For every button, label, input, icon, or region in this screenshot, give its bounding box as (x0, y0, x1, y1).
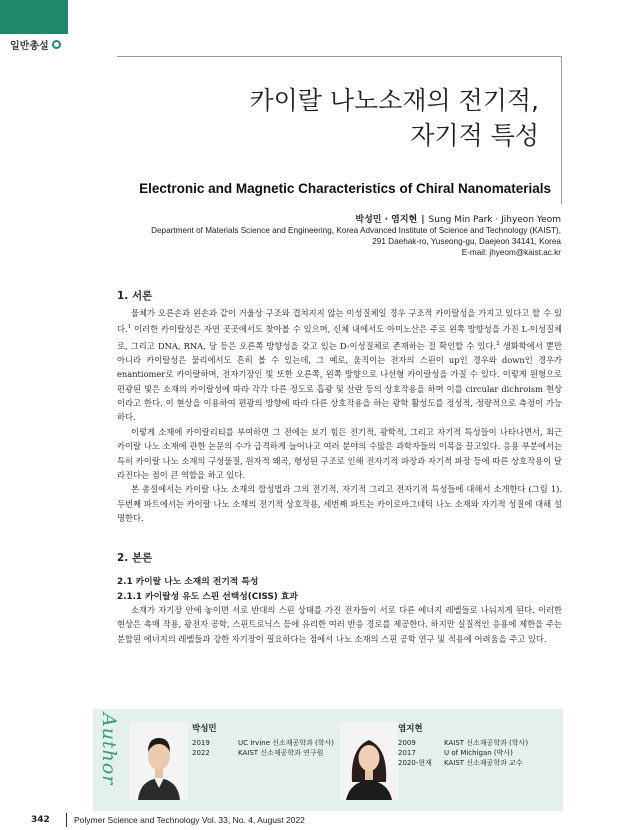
author1-name: 박성민 (192, 724, 217, 734)
introduction-body (117, 306, 562, 526)
cv-text: KAIST 신소재공학과 연구원 (238, 749, 324, 757)
cv-row (398, 748, 528, 758)
paragraph: 소재가 자기장 안에 놓이면 서로 반대의 스핀 상태를 가진 전자들이 서로 다른 에너지 레벨들로 나눠지게 된다. 이러한 현상은 촉매 작용, 광전자 공학, 스핀트로닉스 등에 유리한 여러 반응 경로를 제공한다. 하지만 실질적인 응용에 제한을 주는 분할된 에너지의 레벨들과 강한 자기장이 필요하다는 점에서 나노 소재의 스핀 공학 연구 및 적용에 어려움을 주고 있다. (117, 605, 562, 644)
title-frame (117, 56, 562, 204)
cv-year: 2020-현재 (398, 759, 432, 767)
paragraph-text: 물체가 오른손과 왼손과 같이 거울상 구조와 겹쳐지지 않는 이성질체일 경우 구조적 카이랄성을 가지고 있다고 할 수 있다. (117, 308, 562, 335)
author1-photo (130, 722, 188, 800)
section-tag-label: 일반총설 (10, 41, 49, 52)
ring-icon (52, 40, 61, 49)
author1-cv (192, 738, 334, 758)
page-number: 342 (31, 815, 50, 825)
section-heading-main: 2. 본론 (117, 552, 153, 564)
title-korean (250, 83, 540, 153)
cv-text: KAIST 신소재공학과 교수 (444, 759, 523, 767)
title-english: Electronic and Magnetic Characteristics of Chiral Nanomaterials (139, 181, 551, 196)
title-korean-line2: 자기적 특성 (410, 121, 539, 150)
paragraph-text: 이러한 카이랄성은 자연 곳곳에서도 찾아볼 수 있으며, 신체 내에서도 아미노산은 주로 왼쪽 방향성을 가진 L-이성질체로, 그리고 DNA, RNA, 당 등은 오른쪽 방향성을 갖고 있는 D-이성질체로 존재하는 걸 확인할 수 있다. (117, 324, 562, 351)
affiliation (151, 225, 561, 258)
author-line (355, 212, 561, 225)
paragraph-text: 생화학에서 뿐만 아니라 카이랄성은 물리에서도 흔히 볼 수 있는데, 그 예로, 움직이는 전자의 스핀이 up인 경우와 down인 경우가 enantiomer로 카이랄하며, 전자기장인 빛 또한 오른쪽, 왼쪽 방향으로 나선형 카이랄성을 가질 수 있다. 이렇게 원형으로 편광된 빛은 소재의 카이랄성에 따라 각각 다른 정도로 흡광 및 산란 등의 상호작용을 하며 이를 circular dichroism 현상이라고 한다. 이 현상을 이용하여 편광의 방향에 따라 다른 상호작용을 하는 광학 활성도를 정성적, 정량적으로 측정이 가능하다. (117, 340, 562, 423)
author2-cv (398, 738, 528, 768)
subsection-heading: 2.1 카이랄 나노 소재의 전기적 특성 (117, 577, 259, 587)
section-tag (10, 37, 61, 52)
reference-marker: 1 (127, 324, 132, 331)
author2-name: 염지현 (398, 724, 423, 734)
authors-english: Sung Min Park · Jihyeon Yeom (428, 215, 561, 225)
authors-korean: 박성민 · 염지현 (355, 215, 418, 225)
subsubsection-heading: 2.1.1 카이랄성 유도 스핀 선택성(CISS) 효과 (117, 592, 298, 602)
paragraph (117, 306, 562, 425)
ciss-body (117, 603, 562, 646)
affiliation-line2: 291 Daehak-ro, Yuseong-gu, Daejeon 34141, Korea (372, 237, 561, 246)
cv-year: 2022 (192, 749, 210, 757)
cv-row (192, 738, 334, 748)
cv-row (398, 758, 528, 768)
title-korean-line1: 카이랄 나노소재의 전기적, (249, 86, 539, 115)
author2-photo (340, 722, 398, 800)
cv-row (398, 738, 528, 748)
cv-year: 2017 (398, 749, 416, 757)
paragraph: 본 총설에서는 카이랄 나노 소재의 합성법과 그의 전기적, 자기적 그리고 전자기적 특성들에 대해서 소개한다 (그림 1). 두번째 파트에서는 카이랄 나노 소재의 전기적 상호작용, 세번째 파트는 카이로마그네틱 나노 소재와 자기적 성질에 대해 설명한다. (117, 484, 562, 524)
cv-text: U of Michigan (박사) (444, 749, 513, 757)
corner-accent-block (0, 0, 68, 34)
email: E-mail: jhyeom@kaist.ac.kr (461, 248, 561, 257)
author-box-label: Author (98, 713, 120, 786)
cv-year: 2009 (398, 739, 416, 747)
section-heading-introduction: 1. 서론 (117, 290, 153, 302)
cv-row (192, 748, 334, 758)
cv-text: UC Irvine 신소재공학과 (학사) (238, 739, 335, 747)
footer-divider (66, 813, 67, 827)
affiliation-line1: Department of Materials Science and Engineering, Korea Advanced Institute of Science and Technology (KAIST), (151, 226, 561, 235)
paragraph: 이렇게 소재에 카이랄리티를 부여하면 그 전에는 보기 힘든 전기적, 광학적, 그리고 자기적 특성들이 나타나면서, 최근 카이랄 나노 소재에 관한 논문의 수가 급격하게 늘어나고 여러 분야의 수많은 과학자들의 이목을 끌고있다. 응용 부분에서는 특히 카이랄 나노 소재의 구성물질, 원자적 왜곡, 형성된 구조로 인해 전자기적 파장과 자기적 파장 등에 따른 상호작용이 달라진다는 점이 큰 역할을 하고 있다. (117, 426, 562, 480)
cv-year: 2019 (192, 739, 210, 747)
authors-separator: | (421, 215, 425, 225)
reference-marker: 2 (496, 340, 500, 347)
cv-text: KAIST 신소재공학과 (학사) (444, 739, 529, 747)
journal-citation: Polymer Science and Technology Vol. 33, No. 4, August 2022 (74, 815, 305, 825)
